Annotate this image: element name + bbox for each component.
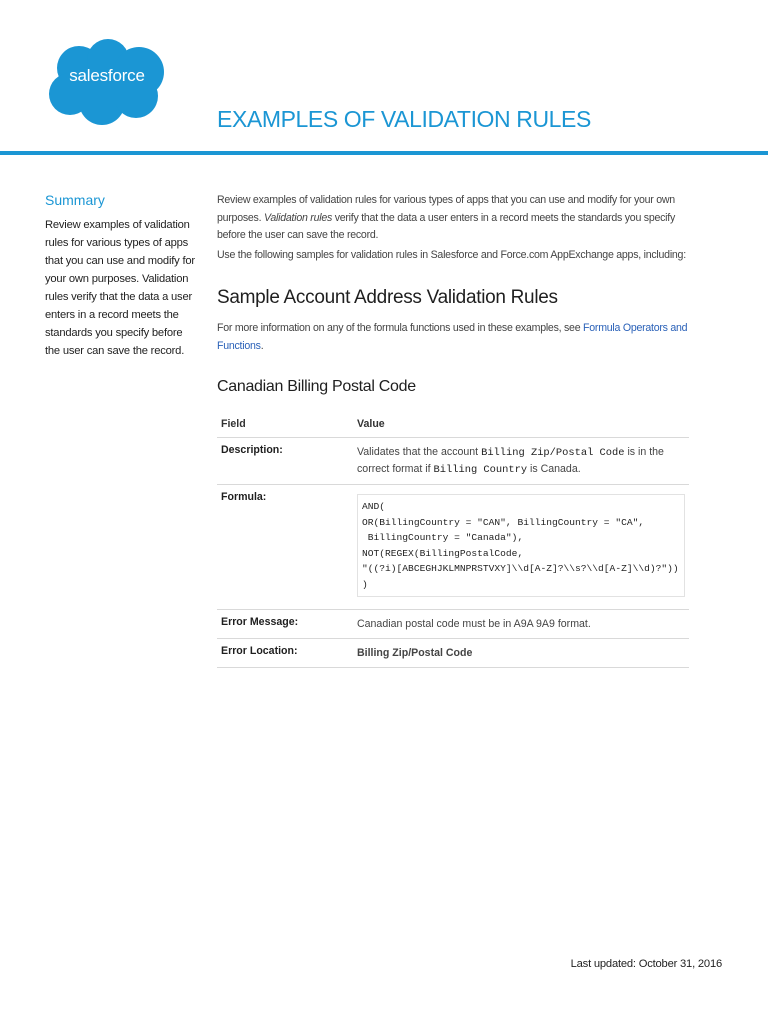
rule-table	[217, 412, 689, 668]
summary-heading: Summary	[45, 192, 105, 208]
main-content	[217, 192, 691, 659]
summary-text: Review examples of validation rules for various types of apps that you can use and modify for your own purposes. Validation rules verify that the data a user enters in a record meets the standards you specify before the user can save the record.	[45, 219, 195, 357]
intro-paragraph: Review examples of validation rules for various types of apps that you can use and modify for your own purposes. Validation rules verify that the data a user enters in a record meets the standards you specify before the user can save the record.	[217, 194, 675, 241]
error-message-label: Error Message:	[217, 610, 353, 639]
table-row	[217, 639, 689, 668]
error-location-value: Billing Zip/Postal Code	[353, 639, 689, 668]
error-message-value: Canadian postal code must be in A9A 9A9 format.	[353, 610, 689, 639]
rule-heading: Canadian Billing Postal Code	[217, 378, 416, 395]
intro-paragraph-2: Use the following samples for validation rules in Salesforce and Force.com AppExchange apps, including:	[217, 248, 686, 261]
error-location-label: Error Location:	[217, 639, 353, 668]
formula-code-block: AND( OR(BillingCountry = "CAN", BillingCountry = "CA", BillingCountry = "Canada"), NOT(REGEX(BillingPostalCode, "((?i)[ABCEGHJKLMNPRSTVXY]\\d[A-Z]?\\s?\\d[A-Z]\\d)?")) )	[357, 494, 685, 597]
last-updated: Last updated: October 31, 2016	[570, 958, 722, 970]
more-info-paragraph: For more information on any of the formula functions used in these examples, see Formula Operators and Functions.	[217, 322, 688, 352]
description-label: Description:	[217, 438, 353, 485]
column-header-field: Field	[217, 412, 353, 438]
formula-operators-link[interactable]: Formula Operators and Functions	[217, 322, 688, 352]
formula-label: Formula:	[217, 485, 353, 610]
summary-sidebar	[45, 192, 197, 360]
page-title: EXAMPLES OF VALIDATION RULES	[217, 106, 591, 132]
table-row	[217, 485, 689, 610]
table-row	[217, 438, 689, 485]
table-row	[217, 610, 689, 639]
validation-rules-term: Validation rules	[263, 211, 333, 224]
section-heading: Sample Account Address Validation Rules	[217, 287, 558, 308]
table-header-row	[217, 412, 689, 438]
logo-wordmark: salesforce	[69, 66, 145, 85]
header-divider	[0, 151, 768, 155]
description-value: Validates that the account Billing Zip/Postal Code is in the correct format if Billing Country is Canada.	[353, 438, 689, 485]
column-header-value: Value	[353, 412, 689, 438]
